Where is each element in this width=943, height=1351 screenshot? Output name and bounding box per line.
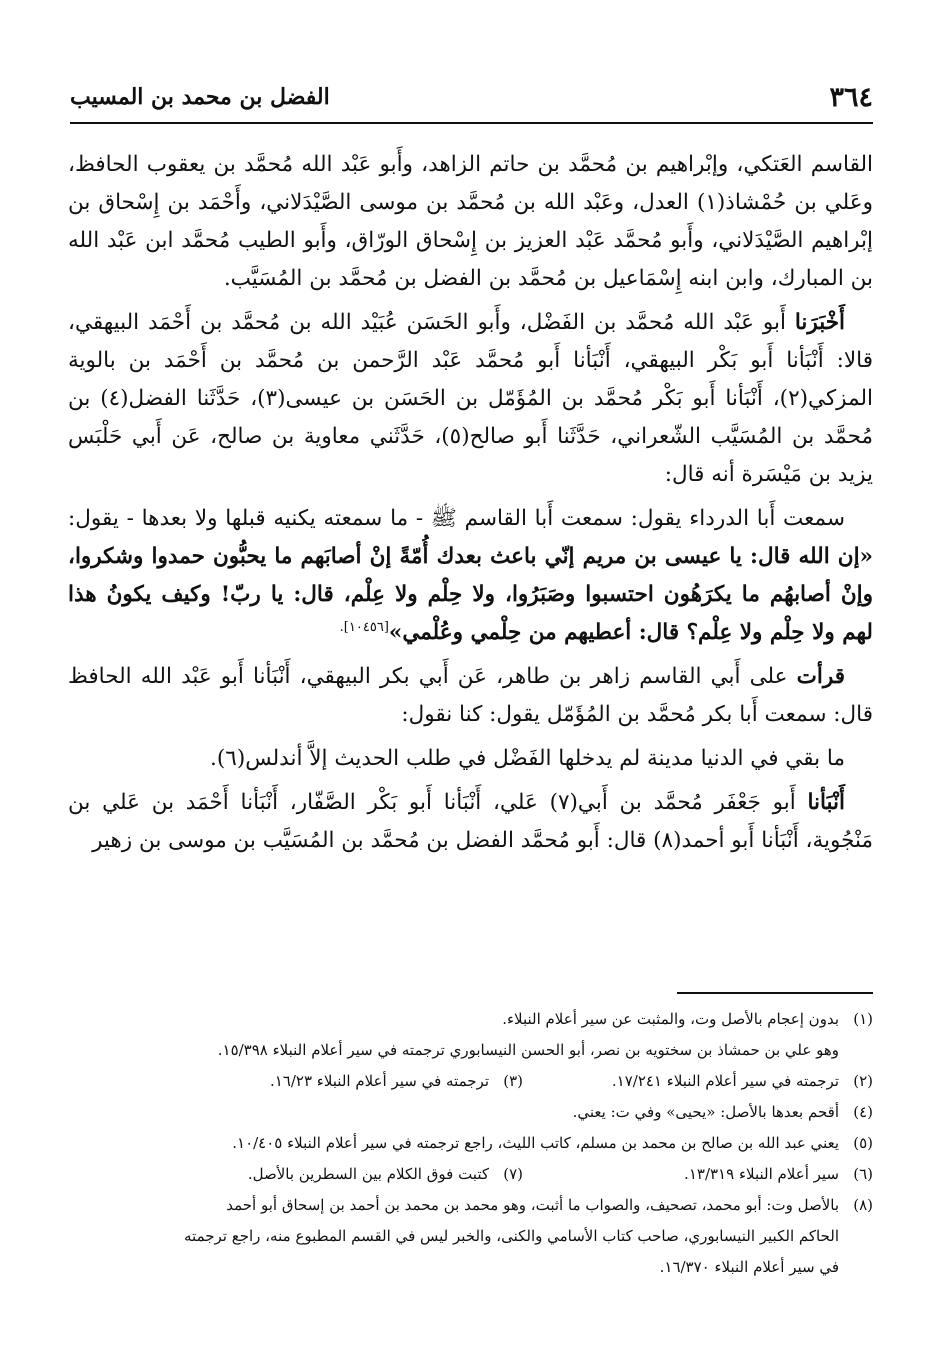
paragraph-1: القاسم العَتكي، وإبْراهيم بن مُحمَّد بن حاتم الزاهد، وأَبو عَبْد الله مُحمَّد بن يعقوب الحافظ، وعَلي بن حُمْشاذ(١) العدل، وعَبْد الله بن مُحمَّد بن موسى الصَّيْدَلاني، وأَحْمَد بن إِسْحاق بن إبْراهيم الصَّيْدَلاني، وأَبو مُحمَّد عَبْد العزيز بن إِسْحاق الورّاق، وأَبو الطيب مُحمَّد ابن عَبْد الله بن المبارك، وابن ابنه إِسْمَاعيل بن مُحمَّد بن الفضل بن مُحمَّد بن المُسَيَّب. bbox=[68, 152, 873, 291]
hadith-number: [١٠٤٥٦]. bbox=[339, 619, 389, 635]
footnotes bbox=[70, 1004, 873, 1283]
footnote-number: (٤) bbox=[853, 1103, 873, 1121]
paragraph-6 bbox=[68, 784, 873, 860]
footnote-6 bbox=[523, 1159, 873, 1190]
paragraph-3 bbox=[68, 500, 873, 652]
paragraph-5: ما بقي في الدنيا مدينة لم يدخلها الفَضْل في طلب الحديث إلاَّ أندلس(٦). bbox=[210, 746, 845, 771]
footnote-4 bbox=[70, 1097, 873, 1128]
footnote-5 bbox=[70, 1128, 873, 1159]
footnote-number: (٧) bbox=[503, 1165, 523, 1183]
running-title: الفضل بن محمد بن المسيب bbox=[70, 84, 330, 110]
paragraph-6-lead: أَنْبَأنا bbox=[807, 790, 845, 815]
footnote-number: (٣) bbox=[503, 1072, 523, 1090]
paragraph-2-text: أَبو عَبْد الله مُحمَّد بن الفَضْل، وأَبو الحَسَن عُبَيْد الله بن مُحمَّد بن أَحْمَد البيهقي، قالا: أَنْبَأنا أَبو بَكْر البيهقي، أَنْبَأنا أَبو مُحمَّد عَبْد الرَّحمن بن مُحمَّد بن أَحْمَد بن بالوية المزكي(٢)، أَنْبَأنا أَبو بَكْر مُحمَّد بن المُؤَمّل بن الحَسَن بن عيسى(٣)، حَدَّثَنا الفضل(٤) بن مُحمَّد بن المُسَيَّب الشّعراني، حَدَّثَنا أَبو صالح(٥)، حَدَّثَني معاوية بن صالح، عَن أَبي حَلْبَس يزيد بن مَيْسَرة أنه قال: bbox=[68, 310, 874, 487]
footnote-number: (٦) bbox=[853, 1165, 873, 1183]
footnote-2-3 bbox=[70, 1066, 873, 1097]
footnote-text: أقحم بعدها بالأصل: «يحيى» وفي ت: يعني. bbox=[572, 1103, 839, 1121]
footnote-text: بالأصل وت: أبو محمد، تصحيف، والصواب ما أثبت، وهو محمد بن محمد بن أحمد بن إسحاق أبو أحمد bbox=[226, 1196, 839, 1214]
footnote-text: ترجمته في سير أعلام النبلاء ١٦/٢٣. bbox=[269, 1072, 489, 1090]
footnote-text: يعني عبد الله بن صالح بن محمد بن مسلم، كاتب الليث، راجع ترجمته في سير أعلام النبلاء ١٠/٤٠٥. bbox=[232, 1134, 839, 1152]
footnote-number: (٢) bbox=[853, 1072, 873, 1090]
footnote-number: (٨) bbox=[853, 1196, 873, 1214]
footnote-text: وهو علي بن حمشاذ بن سختويه بن نصر، أبو الحسن النيسابوري ترجمته في سير أعلام النبلاء ١٥/٣٩٨. bbox=[217, 1041, 839, 1059]
paragraph-4-text: على أَبي القاسم زاهر بن طاهر، عَن أَبي بكر البيهقي، أَنْبَأنا أَبو عَبْد الله الحافظ قال: سمعت أَبا بكر مُحمَّد بن المُؤَمّل يقول: كنا نقول: bbox=[68, 664, 873, 727]
main-text bbox=[68, 146, 873, 864]
footnote-text: بدون إعجام بالأصل وت، والمثبت عن سير أعلام النبلاء. bbox=[502, 1010, 839, 1028]
footnote-number: (١) bbox=[853, 1010, 873, 1028]
footnote-text: الحاكم الكبير النيسابوري، صاحب كتاب الأسامي والكنى، والخبر ليس في القسم المطبوع منه، راجع ترجمته bbox=[184, 1227, 839, 1245]
footnote-text: ترجمته في سير أعلام النبلاء ١٧/٢٤١. bbox=[611, 1072, 839, 1090]
paragraph-3-intro: سمعت أَبا الدرداء يقول: سمعت أَبا القاسم ﷺ - ما سمعته يكنيه قبلها ولا بعدها - يقول: bbox=[68, 506, 845, 531]
paragraph-2 bbox=[68, 304, 873, 494]
footnote-3 bbox=[270, 1066, 523, 1097]
header-rule bbox=[70, 122, 873, 124]
page-number: ٣٦٤ bbox=[829, 82, 873, 113]
footnote-text: كتبت فوق الكلام بين السطرين بالأصل. bbox=[247, 1165, 489, 1183]
footnote-rule bbox=[677, 992, 873, 994]
footnote-2 bbox=[523, 1066, 873, 1097]
paragraph-4 bbox=[68, 658, 873, 734]
paragraph-6-text: أَبو جَعْفَر مُحمَّد بن أَبي(٧) عَلي، أَنْبَأنا أَبو بَكْر الصَّفّار، أَنْبَأنا أَحْمَد بن عَلي بن مَنْجُوية، أَنْبَأنا أَبو أحمد(٨) قال: أَبو مُحمَّد الفضل بن مُحمَّد بن المُسَيَّب بن موسى بن زهير bbox=[68, 790, 873, 853]
footnote-6-7 bbox=[70, 1159, 873, 1190]
footnote-1 bbox=[70, 1004, 873, 1066]
footnote-number: (٥) bbox=[853, 1134, 873, 1152]
footnote-7 bbox=[248, 1159, 523, 1190]
hadith-text: «إن الله قال: يا عيسى بن مريم إنّي باعث بعدك أُمّةً إنْ أصابَهم ما يحبُّون حمدوا وشكروا، وإنْ أصابهُم ما يكرَهُون احتسبوا وصَبَرُوا، ولا حِلْم ولا عِلْم، قال: يا ربّ! وكيف يكونُ هذا لهم ولا حِلْم ولا عِلْم؟ قال: أعطيهم من حِلْمي وعُلْمي» bbox=[68, 544, 873, 645]
paragraph-4-lead: قرأت bbox=[796, 664, 845, 689]
footnote-8 bbox=[70, 1190, 873, 1283]
footnote-text: في سير أعلام النبلاء ١٦/٣٧٠. bbox=[659, 1258, 839, 1276]
footnote-text: سير أعلام النبلاء ١٣/٣١٩. bbox=[684, 1165, 839, 1183]
page-header bbox=[70, 80, 873, 120]
paragraph-2-lead: أَخْبَرَنا bbox=[794, 310, 845, 335]
